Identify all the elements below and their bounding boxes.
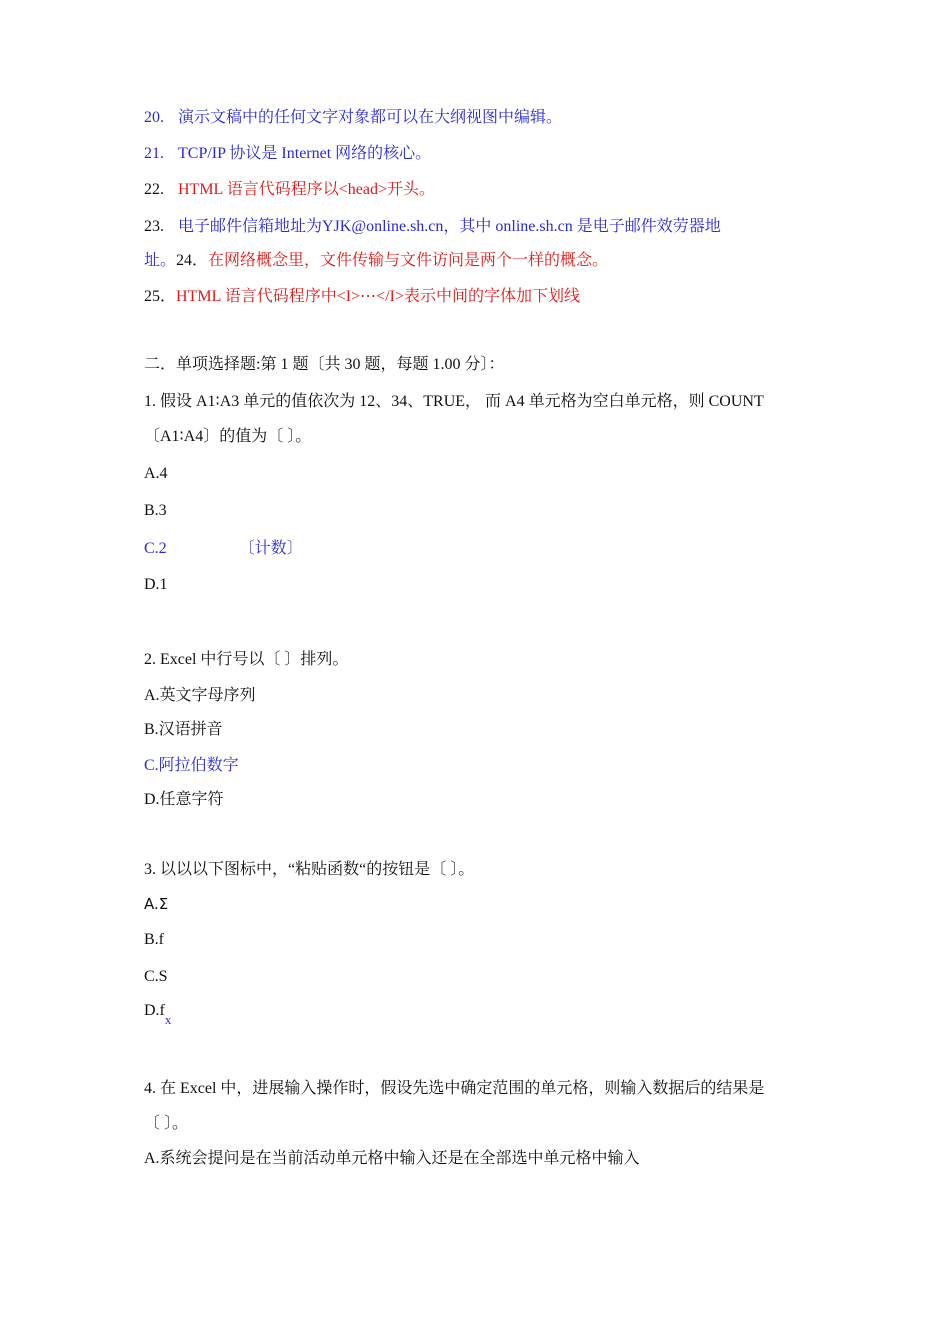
question-2-option-a: A.英文字母序列 <box>144 687 256 704</box>
question-4-stem-line1: 4. 在 Excel 中，进展输入操作时，假设先选中确定范围的单元格，则输入数据后的结果是 <box>144 1080 765 1097</box>
judgement-item-22 <box>144 180 435 200</box>
item-number: 22. <box>144 181 164 198</box>
question-1-option-b: B.3 <box>144 502 167 519</box>
question-1-stem-line1: 1. 假设 A1∶A3 单元的值依次为 12、34、TRUE， 而 A4 单元格为空白单元格，则 COUNT <box>144 393 764 410</box>
item-number: 21. <box>144 145 164 162</box>
item-text: 在网络概念里，文件传输与文件访问是两个一样的概念。 <box>208 252 609 269</box>
judgement-item-21 <box>144 144 431 164</box>
question-3-option-d <box>144 1001 172 1027</box>
item-text: HTML 语言代码程序以<head>开头。 <box>178 181 435 198</box>
question-3-option-c: C.S <box>144 968 168 985</box>
question-3-option-b: B.f <box>144 931 164 948</box>
question-4-option-a: A.系统会提问是在当前活动单元格中输入还是在全部选中单元格中输入 <box>144 1150 640 1167</box>
judgement-item-25 <box>144 287 580 307</box>
question-3-stem: 3. 以以以下图标中，“粘贴函数“的按钮是〔 〕。 <box>144 861 475 878</box>
question-4-stem-line2: 〔 〕。 <box>144 1115 189 1132</box>
question-2-option-d: D.任意字符 <box>144 791 224 808</box>
section-header: 二．单项选择题:第 1 题〔共 30 题，每题 1.00 分〕： <box>144 356 505 373</box>
judgement-item-23 <box>144 217 721 237</box>
item-text: TCP/IP 协议是 Internet 网络的核心。 <box>178 145 432 162</box>
item-text: 演示文稿中的任何文字对象都可以在大纲视图中编辑。 <box>178 109 563 126</box>
judgement-item-24 <box>144 251 608 271</box>
item-text: 电子邮件信箱地址为YJK@online.sh.cn，其中 online.sh.cn 是电子邮件效劳器地 <box>178 218 721 235</box>
item-23-continuation: 址。 <box>144 252 177 269</box>
option-annotation: 〔计数〕 <box>238 540 303 557</box>
question-3-option-a: A.Σ <box>144 895 169 913</box>
question-1-option-a: A.4 <box>144 465 168 482</box>
judgement-item-20 <box>144 108 562 128</box>
question-2-option-c: C.阿拉伯数字 <box>144 757 239 774</box>
subscript-x: x <box>164 1012 172 1027</box>
question-1-option-c <box>144 539 303 559</box>
item-number: 20. <box>144 109 164 126</box>
question-2-stem: 2. Excel 中行号以〔 〕排列。 <box>144 651 349 668</box>
option-text: C.2 <box>144 540 167 557</box>
option-text: D.f <box>144 1002 165 1019</box>
question-1-stem-line2: 〔A1∶A4〕的值为〔 〕。 <box>144 428 312 445</box>
item-number: 24． <box>176 252 209 269</box>
item-number: 23. <box>144 218 164 235</box>
item-number: 25． <box>144 288 177 305</box>
question-2-option-b: B.汉语拼音 <box>144 721 223 738</box>
item-text: HTML 语言代码程序中<I>⋯</I>表示中间的字体加下划线 <box>176 288 580 305</box>
question-1-option-d: D.1 <box>144 576 168 593</box>
